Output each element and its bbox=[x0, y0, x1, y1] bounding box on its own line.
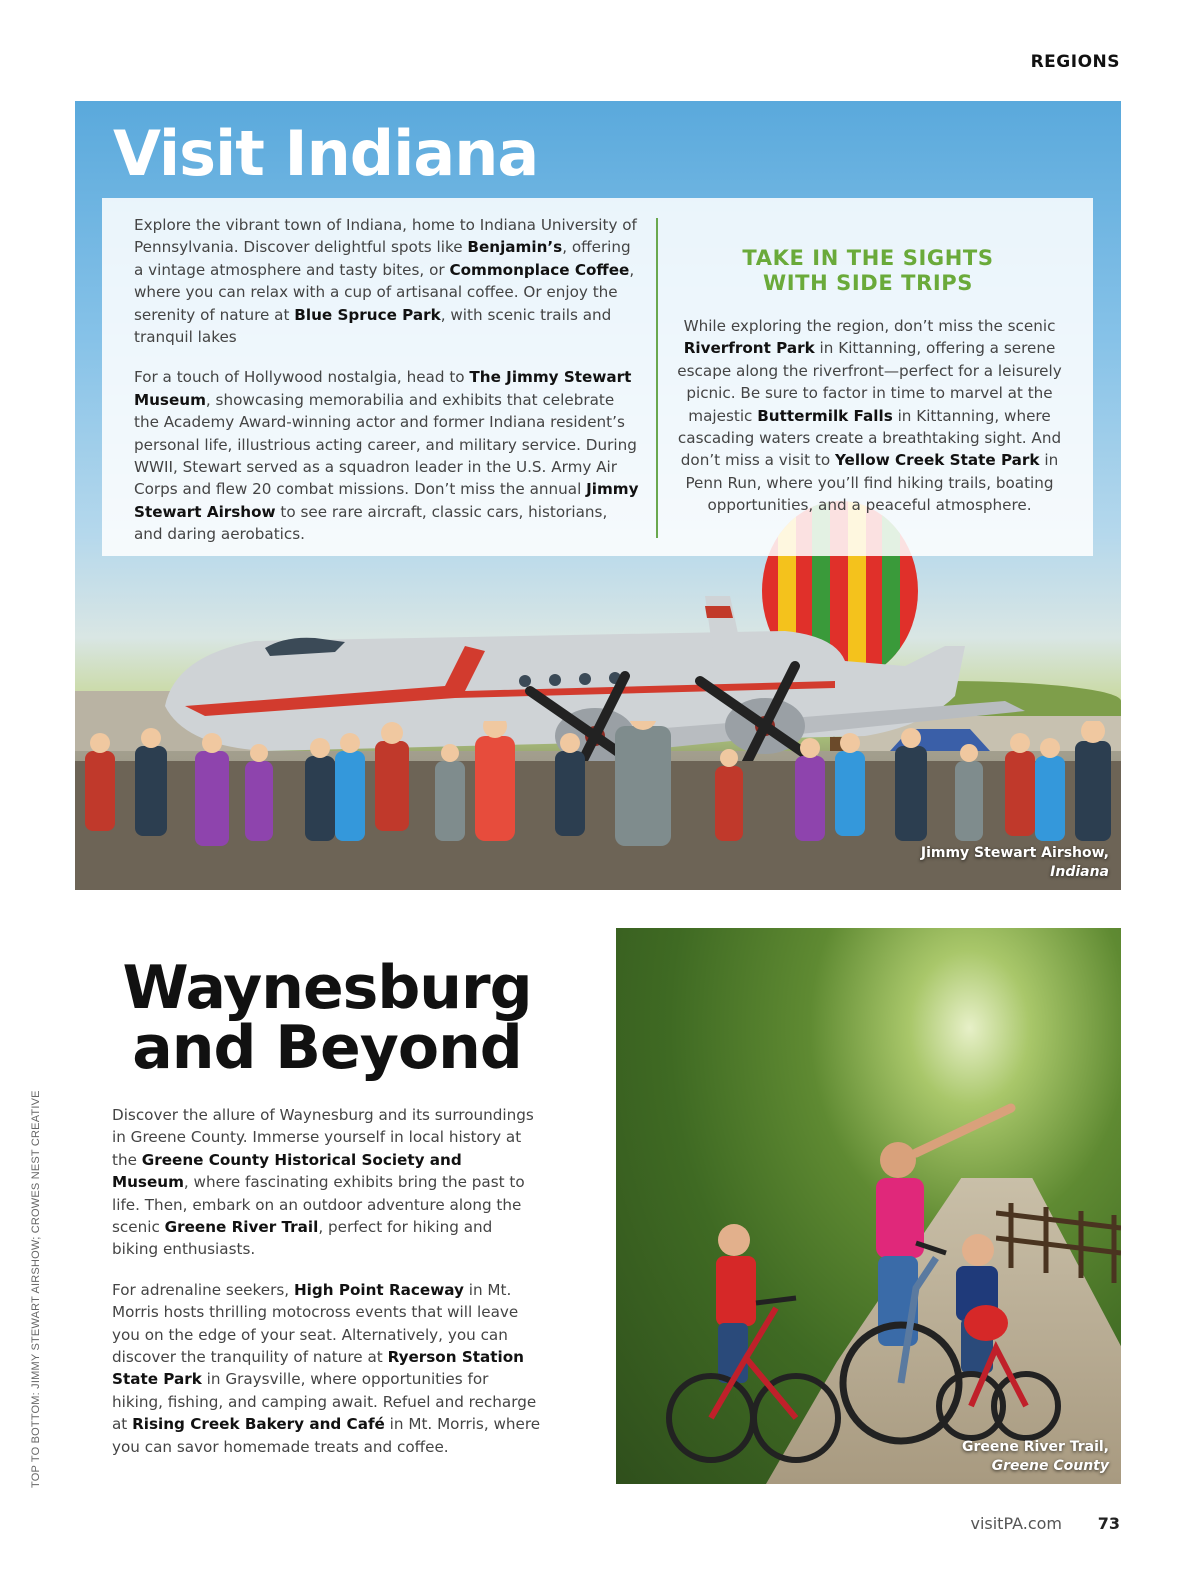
caption-line bbox=[921, 863, 1109, 882]
waynesburg-paragraph: Discover the allure of Waynesburg and its surroundings in Greene County. Immerse yourself in local history at the Greene County Historical Society and Museum, where fascinating exhibits bring the past to life. Then, embark on an outdoor adventure along the scenic Greene River Trail, perfect for hiking and biking enthusiasts. bbox=[112, 1106, 534, 1259]
waynesburg-paragraph: For adrenaline seekers, High Point Raceway in Mt. Morris hosts thrilling motocross events that will leave you on the edge of your seat. Alternatively, you can discover the tranquility of nature at Ryerson Station State Park in Graysville, where opportunities for hiking, fishing, and camping await. Refuel and recharge at Rising Creek Bakery and Café in Mt. Morris, where you can savor homemade treats and coffee. bbox=[112, 1280, 541, 1456]
side-trips-heading-line: TAKE IN THE SIGHTS bbox=[742, 246, 994, 270]
caption-location: Indiana bbox=[1050, 864, 1109, 880]
waynesburg-body bbox=[112, 1104, 542, 1458]
indiana-info-panel bbox=[102, 198, 1093, 556]
indiana-paragraph: Explore the vibrant town of Indiana, home to Indiana University of Pennsylvania. Discover delightful spots like Benjamin’s, offering a vintage atmosphere and tasty bites, or Commonplace Coffee, where you can relax with a cup of artisanal coffee. Or enjoy the serenity of nature at Blue Spruce Park, with scenic trails and tranquil lakes bbox=[134, 216, 637, 347]
bold-place-name: Greene County Historical Society and Museum bbox=[112, 1150, 462, 1192]
airshow-caption bbox=[921, 844, 1109, 882]
caption-line bbox=[962, 1457, 1109, 1476]
greene-river-trail-photo bbox=[616, 928, 1121, 1484]
waynesburg-title bbox=[112, 953, 542, 1083]
bold-place-name: Blue Spruce Park bbox=[294, 305, 441, 324]
indiana-paragraph: For a touch of Hollywood nostalgia, head to The Jimmy Stewart Museum, showcasing memorabilia and exhibits that celebrate the Academy Award-winning actor and former Indiana resident’s personal life, illustrious acting career, and military service. During WWII, Stewart served as a squadron leader in the U.S. Army Air Corps and flew 20 combat missions. Don’t miss the annual Jimmy Stewart Airshow to see rare aircraft, classic cars, historians, and daring aerobatics. bbox=[134, 368, 639, 544]
bold-place-name: Riverfront Park bbox=[683, 339, 815, 358]
bold-place-name: Rising Creek Bakery and Café bbox=[132, 1415, 385, 1434]
indiana-hero-photo bbox=[75, 101, 1121, 890]
footer-site-link[interactable]: visitPA.com bbox=[970, 1514, 1062, 1533]
indiana-title: Visit Indiana bbox=[113, 117, 539, 190]
indiana-body bbox=[134, 214, 640, 546]
waynesburg-title-line: Waynesburg bbox=[122, 953, 532, 1023]
caption-line: Greene River Trail, bbox=[962, 1439, 1109, 1455]
section-label: REGIONS bbox=[1030, 52, 1120, 72]
bold-place-name: Buttermilk Falls bbox=[757, 406, 893, 425]
photo-credit: TOP TO BOTTOM: JIMMY STEWART AIRSHOW; CROWES NEST CREATIVE bbox=[30, 1090, 42, 1488]
page-number: 73 bbox=[1097, 1514, 1120, 1533]
caption-location: Greene County bbox=[991, 1458, 1109, 1474]
side-trips-heading-line: WITH SIDE TRIPS bbox=[762, 271, 974, 295]
side-trips-body: While exploring the region, don’t miss the scenic Riverfront Park in Kittanning, offering a serene escape along the riverfront—perfect for a leisurely picnic. Be sure to factor in time to marvel at the majestic Buttermilk Falls in Kittanning, where cascading waters create a breathtaking sight. And don’t miss a visit to Yellow Creek State Park in Penn Run, where you’ll find hiking trails, boating opportunities, and a peaceful atmosphere. bbox=[677, 317, 1062, 515]
bold-place-name: Greene River Trail bbox=[164, 1218, 319, 1237]
waynesburg-title-line: and Beyond bbox=[132, 1013, 522, 1083]
column-divider bbox=[656, 218, 658, 538]
trail-caption bbox=[962, 1438, 1109, 1476]
caption-line: Jimmy Stewart Airshow, bbox=[920, 845, 1109, 861]
bold-place-name: Ryerson Station State Park bbox=[112, 1348, 524, 1389]
side-trips-heading bbox=[662, 246, 1074, 296]
bold-place-name: The Jimmy Stewart Museum bbox=[134, 368, 632, 409]
bold-place-name: Benjamin’s bbox=[467, 238, 563, 257]
bold-place-name: Jimmy Stewart Airshow bbox=[134, 480, 639, 521]
bold-place-name: Commonplace Coffee bbox=[449, 260, 630, 279]
bold-place-name: High Point Raceway bbox=[293, 1280, 464, 1299]
bold-place-name: Yellow Creek State Park bbox=[834, 451, 1040, 470]
family-on-bikes bbox=[616, 928, 1121, 1484]
